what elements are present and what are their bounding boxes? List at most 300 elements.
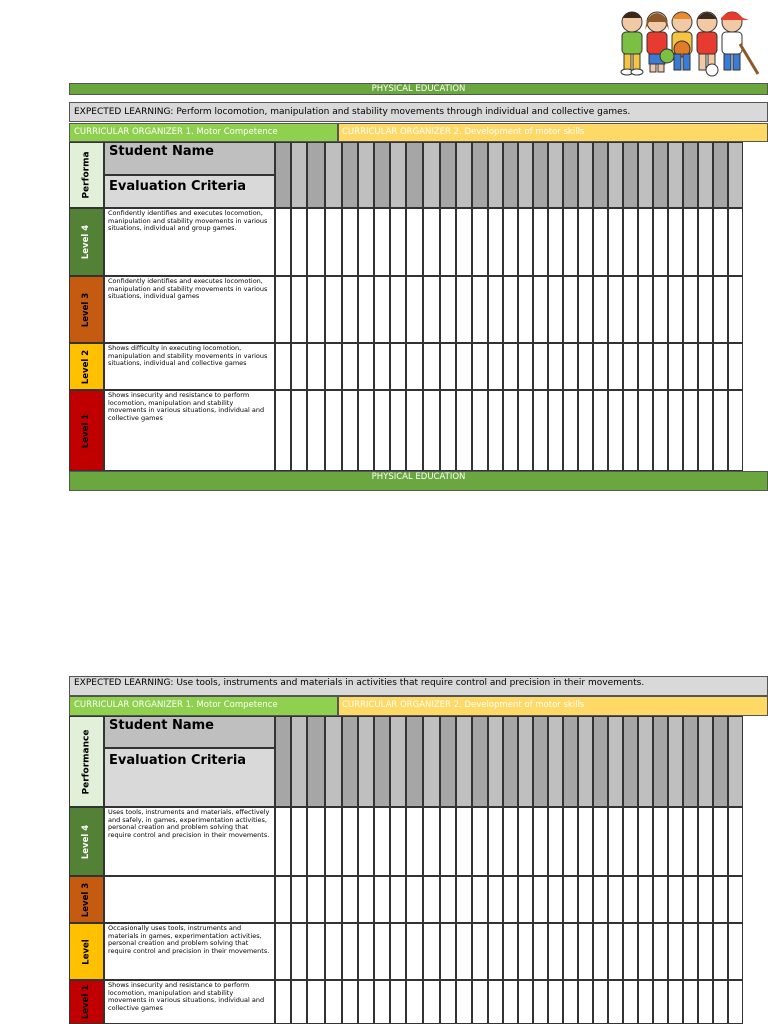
student-header-cell[interactable] bbox=[518, 142, 533, 208]
student-header-cell[interactable] bbox=[713, 142, 728, 208]
student-header-cell[interactable] bbox=[593, 142, 608, 208]
student-header-cell[interactable] bbox=[423, 142, 440, 208]
student-header-cell[interactable] bbox=[456, 142, 472, 208]
evaluation-cell[interactable] bbox=[593, 343, 608, 390]
evaluation-cell[interactable] bbox=[623, 276, 638, 343]
evaluation-cell[interactable] bbox=[472, 923, 488, 980]
evaluation-cell[interactable] bbox=[713, 276, 728, 343]
evaluation-cell[interactable] bbox=[698, 343, 713, 390]
evaluation-cell[interactable] bbox=[440, 876, 456, 923]
evaluation-cell[interactable] bbox=[503, 807, 518, 876]
evaluation-cell[interactable] bbox=[653, 980, 668, 1024]
student-header-cell[interactable] bbox=[593, 716, 608, 807]
student-header-cell[interactable] bbox=[423, 716, 440, 807]
student-header-cell[interactable] bbox=[548, 142, 563, 208]
evaluation-cell[interactable] bbox=[623, 343, 638, 390]
evaluation-cell[interactable] bbox=[456, 807, 472, 876]
evaluation-cell[interactable] bbox=[406, 980, 423, 1024]
evaluation-cell[interactable] bbox=[275, 876, 291, 923]
evaluation-cell[interactable] bbox=[713, 343, 728, 390]
student-header-cell[interactable] bbox=[698, 142, 713, 208]
evaluation-cell[interactable] bbox=[374, 208, 390, 276]
student-header-cell[interactable] bbox=[683, 716, 698, 807]
evaluation-cell[interactable] bbox=[456, 980, 472, 1024]
evaluation-cell[interactable] bbox=[608, 343, 623, 390]
evaluation-cell[interactable] bbox=[638, 807, 653, 876]
evaluation-cell[interactable] bbox=[668, 876, 683, 923]
evaluation-cell[interactable] bbox=[668, 980, 683, 1024]
evaluation-cell[interactable] bbox=[342, 876, 358, 923]
evaluation-cell[interactable] bbox=[472, 876, 488, 923]
evaluation-cell[interactable] bbox=[713, 807, 728, 876]
student-header-cell[interactable] bbox=[608, 716, 623, 807]
evaluation-cell[interactable] bbox=[653, 276, 668, 343]
evaluation-cell[interactable] bbox=[423, 208, 440, 276]
evaluation-cell[interactable] bbox=[728, 343, 743, 390]
evaluation-cell[interactable] bbox=[713, 390, 728, 471]
evaluation-cell[interactable] bbox=[638, 390, 653, 471]
student-header-cell[interactable] bbox=[440, 716, 456, 807]
student-header-cell[interactable] bbox=[406, 142, 423, 208]
student-header-cell[interactable] bbox=[638, 142, 653, 208]
evaluation-cell[interactable] bbox=[623, 390, 638, 471]
student-header-cell[interactable] bbox=[456, 716, 472, 807]
student-header-cell[interactable] bbox=[374, 142, 390, 208]
evaluation-cell[interactable] bbox=[713, 208, 728, 276]
evaluation-cell[interactable] bbox=[578, 980, 593, 1024]
evaluation-cell[interactable] bbox=[668, 208, 683, 276]
evaluation-cell[interactable] bbox=[440, 276, 456, 343]
evaluation-cell[interactable] bbox=[503, 980, 518, 1024]
student-header-cell[interactable] bbox=[728, 716, 743, 807]
evaluation-cell[interactable] bbox=[374, 876, 390, 923]
evaluation-cell[interactable] bbox=[563, 390, 578, 471]
evaluation-cell[interactable] bbox=[533, 923, 548, 980]
evaluation-cell[interactable] bbox=[563, 807, 578, 876]
evaluation-cell[interactable] bbox=[488, 276, 503, 343]
evaluation-cell[interactable] bbox=[668, 807, 683, 876]
evaluation-cell[interactable] bbox=[578, 876, 593, 923]
evaluation-cell[interactable] bbox=[668, 343, 683, 390]
evaluation-cell[interactable] bbox=[406, 276, 423, 343]
evaluation-cell[interactable] bbox=[578, 923, 593, 980]
evaluation-cell[interactable] bbox=[623, 923, 638, 980]
evaluation-cell[interactable] bbox=[358, 276, 374, 343]
evaluation-cell[interactable] bbox=[275, 276, 291, 343]
evaluation-cell[interactable] bbox=[608, 980, 623, 1024]
evaluation-cell[interactable] bbox=[548, 807, 563, 876]
evaluation-cell[interactable] bbox=[390, 276, 406, 343]
evaluation-cell[interactable] bbox=[578, 807, 593, 876]
student-header-cell[interactable] bbox=[325, 142, 342, 208]
evaluation-cell[interactable] bbox=[423, 390, 440, 471]
student-header-cell[interactable] bbox=[503, 716, 518, 807]
student-header-cell[interactable] bbox=[548, 716, 563, 807]
student-header-cell[interactable] bbox=[578, 142, 593, 208]
student-header-cell[interactable] bbox=[275, 142, 291, 208]
evaluation-cell[interactable] bbox=[488, 390, 503, 471]
student-header-cell[interactable] bbox=[653, 716, 668, 807]
evaluation-cell[interactable] bbox=[698, 807, 713, 876]
student-header-cell[interactable] bbox=[728, 142, 743, 208]
evaluation-cell[interactable] bbox=[423, 343, 440, 390]
evaluation-cell[interactable] bbox=[456, 390, 472, 471]
evaluation-cell[interactable] bbox=[390, 876, 406, 923]
evaluation-cell[interactable] bbox=[638, 980, 653, 1024]
evaluation-cell[interactable] bbox=[563, 923, 578, 980]
evaluation-cell[interactable] bbox=[456, 876, 472, 923]
evaluation-cell[interactable] bbox=[275, 390, 291, 471]
evaluation-cell[interactable] bbox=[653, 343, 668, 390]
student-header-cell[interactable] bbox=[307, 716, 325, 807]
evaluation-cell[interactable] bbox=[728, 923, 743, 980]
evaluation-cell[interactable] bbox=[683, 876, 698, 923]
student-header-cell[interactable] bbox=[668, 716, 683, 807]
evaluation-cell[interactable] bbox=[358, 876, 374, 923]
evaluation-cell[interactable] bbox=[563, 276, 578, 343]
evaluation-cell[interactable] bbox=[275, 923, 291, 980]
evaluation-cell[interactable] bbox=[518, 807, 533, 876]
evaluation-cell[interactable] bbox=[518, 276, 533, 343]
evaluation-cell[interactable] bbox=[638, 343, 653, 390]
evaluation-cell[interactable] bbox=[518, 876, 533, 923]
evaluation-cell[interactable] bbox=[698, 923, 713, 980]
evaluation-cell[interactable] bbox=[325, 876, 342, 923]
evaluation-cell[interactable] bbox=[342, 343, 358, 390]
evaluation-cell[interactable] bbox=[307, 343, 325, 390]
evaluation-cell[interactable] bbox=[623, 208, 638, 276]
evaluation-cell[interactable] bbox=[683, 343, 698, 390]
evaluation-cell[interactable] bbox=[390, 343, 406, 390]
evaluation-cell[interactable] bbox=[390, 923, 406, 980]
evaluation-cell[interactable] bbox=[593, 980, 608, 1024]
evaluation-cell[interactable] bbox=[456, 276, 472, 343]
evaluation-cell[interactable] bbox=[623, 807, 638, 876]
evaluation-cell[interactable] bbox=[728, 876, 743, 923]
evaluation-cell[interactable] bbox=[374, 807, 390, 876]
evaluation-cell[interactable] bbox=[578, 276, 593, 343]
evaluation-cell[interactable] bbox=[578, 208, 593, 276]
student-header-cell[interactable] bbox=[623, 716, 638, 807]
student-header-cell[interactable] bbox=[358, 716, 374, 807]
evaluation-cell[interactable] bbox=[608, 876, 623, 923]
evaluation-cell[interactable] bbox=[374, 390, 390, 471]
evaluation-cell[interactable] bbox=[668, 923, 683, 980]
evaluation-cell[interactable] bbox=[358, 980, 374, 1024]
evaluation-cell[interactable] bbox=[533, 208, 548, 276]
evaluation-cell[interactable] bbox=[518, 980, 533, 1024]
student-header-cell[interactable] bbox=[472, 716, 488, 807]
student-header-cell[interactable] bbox=[563, 142, 578, 208]
student-header-cell[interactable] bbox=[668, 142, 683, 208]
evaluation-cell[interactable] bbox=[374, 276, 390, 343]
evaluation-cell[interactable] bbox=[533, 980, 548, 1024]
evaluation-cell[interactable] bbox=[488, 876, 503, 923]
evaluation-cell[interactable] bbox=[563, 876, 578, 923]
evaluation-cell[interactable] bbox=[291, 343, 307, 390]
evaluation-cell[interactable] bbox=[518, 923, 533, 980]
evaluation-cell[interactable] bbox=[563, 980, 578, 1024]
evaluation-cell[interactable] bbox=[423, 807, 440, 876]
evaluation-cell[interactable] bbox=[683, 276, 698, 343]
evaluation-cell[interactable] bbox=[728, 980, 743, 1024]
evaluation-cell[interactable] bbox=[608, 390, 623, 471]
student-header-cell[interactable] bbox=[472, 142, 488, 208]
student-header-cell[interactable] bbox=[563, 716, 578, 807]
evaluation-cell[interactable] bbox=[653, 876, 668, 923]
student-header-cell[interactable] bbox=[623, 142, 638, 208]
evaluation-cell[interactable] bbox=[488, 343, 503, 390]
evaluation-cell[interactable] bbox=[713, 876, 728, 923]
evaluation-cell[interactable] bbox=[518, 343, 533, 390]
evaluation-cell[interactable] bbox=[374, 980, 390, 1024]
student-header-cell[interactable] bbox=[638, 716, 653, 807]
evaluation-cell[interactable] bbox=[472, 980, 488, 1024]
evaluation-cell[interactable] bbox=[390, 807, 406, 876]
evaluation-cell[interactable] bbox=[406, 390, 423, 471]
evaluation-cell[interactable] bbox=[440, 390, 456, 471]
evaluation-cell[interactable] bbox=[488, 980, 503, 1024]
evaluation-cell[interactable] bbox=[472, 276, 488, 343]
evaluation-cell[interactable] bbox=[423, 876, 440, 923]
evaluation-cell[interactable] bbox=[518, 390, 533, 471]
evaluation-cell[interactable] bbox=[608, 208, 623, 276]
evaluation-cell[interactable] bbox=[291, 876, 307, 923]
evaluation-cell[interactable] bbox=[342, 390, 358, 471]
evaluation-cell[interactable] bbox=[548, 390, 563, 471]
student-header-cell[interactable] bbox=[713, 716, 728, 807]
evaluation-cell[interactable] bbox=[713, 923, 728, 980]
evaluation-cell[interactable] bbox=[390, 390, 406, 471]
evaluation-cell[interactable] bbox=[533, 807, 548, 876]
evaluation-cell[interactable] bbox=[325, 390, 342, 471]
evaluation-cell[interactable] bbox=[291, 208, 307, 276]
evaluation-cell[interactable] bbox=[307, 807, 325, 876]
evaluation-cell[interactable] bbox=[593, 876, 608, 923]
evaluation-cell[interactable] bbox=[440, 343, 456, 390]
evaluation-cell[interactable] bbox=[578, 390, 593, 471]
student-header-cell[interactable] bbox=[518, 716, 533, 807]
evaluation-cell[interactable] bbox=[472, 807, 488, 876]
evaluation-cell[interactable] bbox=[374, 343, 390, 390]
evaluation-cell[interactable] bbox=[533, 276, 548, 343]
evaluation-cell[interactable] bbox=[440, 980, 456, 1024]
evaluation-cell[interactable] bbox=[325, 807, 342, 876]
evaluation-cell[interactable] bbox=[683, 390, 698, 471]
evaluation-cell[interactable] bbox=[307, 208, 325, 276]
evaluation-cell[interactable] bbox=[608, 276, 623, 343]
evaluation-cell[interactable] bbox=[608, 923, 623, 980]
evaluation-cell[interactable] bbox=[307, 390, 325, 471]
evaluation-cell[interactable] bbox=[698, 276, 713, 343]
student-header-cell[interactable] bbox=[533, 716, 548, 807]
student-header-cell[interactable] bbox=[488, 142, 503, 208]
evaluation-cell[interactable] bbox=[533, 876, 548, 923]
evaluation-cell[interactable] bbox=[503, 208, 518, 276]
evaluation-cell[interactable] bbox=[358, 807, 374, 876]
evaluation-cell[interactable] bbox=[683, 923, 698, 980]
evaluation-cell[interactable] bbox=[653, 208, 668, 276]
student-header-cell[interactable] bbox=[698, 716, 713, 807]
student-header-cell[interactable] bbox=[406, 716, 423, 807]
student-header-cell[interactable] bbox=[390, 716, 406, 807]
evaluation-cell[interactable] bbox=[342, 923, 358, 980]
student-header-cell[interactable] bbox=[325, 716, 342, 807]
evaluation-cell[interactable] bbox=[563, 343, 578, 390]
evaluation-cell[interactable] bbox=[548, 923, 563, 980]
evaluation-cell[interactable] bbox=[325, 923, 342, 980]
evaluation-cell[interactable] bbox=[307, 980, 325, 1024]
evaluation-cell[interactable] bbox=[503, 923, 518, 980]
evaluation-cell[interactable] bbox=[623, 980, 638, 1024]
evaluation-cell[interactable] bbox=[423, 276, 440, 343]
evaluation-cell[interactable] bbox=[291, 276, 307, 343]
evaluation-cell[interactable] bbox=[728, 807, 743, 876]
evaluation-cell[interactable] bbox=[390, 208, 406, 276]
evaluation-cell[interactable] bbox=[533, 390, 548, 471]
evaluation-cell[interactable] bbox=[728, 208, 743, 276]
evaluation-cell[interactable] bbox=[548, 980, 563, 1024]
evaluation-cell[interactable] bbox=[275, 343, 291, 390]
evaluation-cell[interactable] bbox=[503, 390, 518, 471]
evaluation-cell[interactable] bbox=[728, 390, 743, 471]
evaluation-cell[interactable] bbox=[548, 343, 563, 390]
evaluation-cell[interactable] bbox=[440, 208, 456, 276]
student-header-cell[interactable] bbox=[503, 142, 518, 208]
evaluation-cell[interactable] bbox=[423, 980, 440, 1024]
evaluation-cell[interactable] bbox=[275, 807, 291, 876]
evaluation-cell[interactable] bbox=[638, 876, 653, 923]
evaluation-cell[interactable] bbox=[548, 276, 563, 343]
evaluation-cell[interactable] bbox=[653, 807, 668, 876]
evaluation-cell[interactable] bbox=[593, 208, 608, 276]
evaluation-cell[interactable] bbox=[488, 923, 503, 980]
evaluation-cell[interactable] bbox=[488, 807, 503, 876]
student-header-cell[interactable] bbox=[683, 142, 698, 208]
evaluation-cell[interactable] bbox=[713, 980, 728, 1024]
evaluation-cell[interactable] bbox=[358, 208, 374, 276]
evaluation-cell[interactable] bbox=[307, 276, 325, 343]
evaluation-cell[interactable] bbox=[342, 807, 358, 876]
evaluation-cell[interactable] bbox=[593, 807, 608, 876]
student-header-cell[interactable] bbox=[608, 142, 623, 208]
evaluation-cell[interactable] bbox=[698, 876, 713, 923]
evaluation-cell[interactable] bbox=[406, 208, 423, 276]
evaluation-cell[interactable] bbox=[593, 923, 608, 980]
evaluation-cell[interactable] bbox=[518, 208, 533, 276]
evaluation-cell[interactable] bbox=[358, 923, 374, 980]
student-header-cell[interactable] bbox=[578, 716, 593, 807]
evaluation-cell[interactable] bbox=[638, 923, 653, 980]
evaluation-cell[interactable] bbox=[593, 390, 608, 471]
student-header-cell[interactable] bbox=[440, 142, 456, 208]
student-header-cell[interactable] bbox=[307, 142, 325, 208]
evaluation-cell[interactable] bbox=[503, 876, 518, 923]
evaluation-cell[interactable] bbox=[668, 390, 683, 471]
evaluation-cell[interactable] bbox=[472, 343, 488, 390]
student-header-cell[interactable] bbox=[374, 716, 390, 807]
evaluation-cell[interactable] bbox=[275, 980, 291, 1024]
student-header-cell[interactable] bbox=[291, 142, 307, 208]
evaluation-cell[interactable] bbox=[291, 923, 307, 980]
evaluation-cell[interactable] bbox=[472, 208, 488, 276]
evaluation-cell[interactable] bbox=[698, 390, 713, 471]
evaluation-cell[interactable] bbox=[390, 980, 406, 1024]
evaluation-cell[interactable] bbox=[653, 923, 668, 980]
student-header-cell[interactable] bbox=[342, 142, 358, 208]
evaluation-cell[interactable] bbox=[406, 923, 423, 980]
evaluation-cell[interactable] bbox=[456, 343, 472, 390]
evaluation-cell[interactable] bbox=[563, 208, 578, 276]
evaluation-cell[interactable] bbox=[406, 807, 423, 876]
evaluation-cell[interactable] bbox=[358, 343, 374, 390]
student-header-cell[interactable] bbox=[358, 142, 374, 208]
evaluation-cell[interactable] bbox=[593, 276, 608, 343]
evaluation-cell[interactable] bbox=[698, 980, 713, 1024]
evaluation-cell[interactable] bbox=[503, 276, 518, 343]
evaluation-cell[interactable] bbox=[325, 208, 342, 276]
evaluation-cell[interactable] bbox=[456, 923, 472, 980]
evaluation-cell[interactable] bbox=[406, 876, 423, 923]
student-header-cell[interactable] bbox=[390, 142, 406, 208]
evaluation-cell[interactable] bbox=[291, 807, 307, 876]
evaluation-cell[interactable] bbox=[291, 390, 307, 471]
student-header-cell[interactable] bbox=[275, 716, 291, 807]
evaluation-cell[interactable] bbox=[325, 980, 342, 1024]
evaluation-cell[interactable] bbox=[307, 923, 325, 980]
evaluation-cell[interactable] bbox=[488, 208, 503, 276]
evaluation-cell[interactable] bbox=[548, 876, 563, 923]
evaluation-cell[interactable] bbox=[683, 980, 698, 1024]
evaluation-cell[interactable] bbox=[456, 208, 472, 276]
evaluation-cell[interactable] bbox=[608, 807, 623, 876]
evaluation-cell[interactable] bbox=[358, 390, 374, 471]
evaluation-cell[interactable] bbox=[342, 208, 358, 276]
student-header-cell[interactable] bbox=[342, 716, 358, 807]
evaluation-cell[interactable] bbox=[374, 923, 390, 980]
evaluation-cell[interactable] bbox=[533, 343, 548, 390]
evaluation-cell[interactable] bbox=[472, 390, 488, 471]
evaluation-cell[interactable] bbox=[423, 923, 440, 980]
evaluation-cell[interactable] bbox=[698, 208, 713, 276]
evaluation-cell[interactable] bbox=[728, 276, 743, 343]
evaluation-cell[interactable] bbox=[406, 343, 423, 390]
student-header-cell[interactable] bbox=[533, 142, 548, 208]
evaluation-cell[interactable] bbox=[325, 343, 342, 390]
evaluation-cell[interactable] bbox=[342, 276, 358, 343]
evaluation-cell[interactable] bbox=[683, 807, 698, 876]
evaluation-cell[interactable] bbox=[638, 208, 653, 276]
student-header-cell[interactable] bbox=[291, 716, 307, 807]
evaluation-cell[interactable] bbox=[683, 208, 698, 276]
evaluation-cell[interactable] bbox=[578, 343, 593, 390]
student-header-cell[interactable] bbox=[653, 142, 668, 208]
evaluation-cell[interactable] bbox=[638, 276, 653, 343]
evaluation-cell[interactable] bbox=[275, 208, 291, 276]
evaluation-cell[interactable] bbox=[440, 923, 456, 980]
evaluation-cell[interactable] bbox=[291, 980, 307, 1024]
evaluation-cell[interactable] bbox=[325, 276, 342, 343]
evaluation-cell[interactable] bbox=[623, 876, 638, 923]
evaluation-cell[interactable] bbox=[342, 980, 358, 1024]
evaluation-cell[interactable] bbox=[440, 807, 456, 876]
student-header-cell[interactable] bbox=[488, 716, 503, 807]
evaluation-cell[interactable] bbox=[548, 208, 563, 276]
evaluation-cell[interactable] bbox=[653, 390, 668, 471]
evaluation-cell[interactable] bbox=[307, 876, 325, 923]
evaluation-cell[interactable] bbox=[503, 343, 518, 390]
evaluation-cell[interactable] bbox=[668, 276, 683, 343]
